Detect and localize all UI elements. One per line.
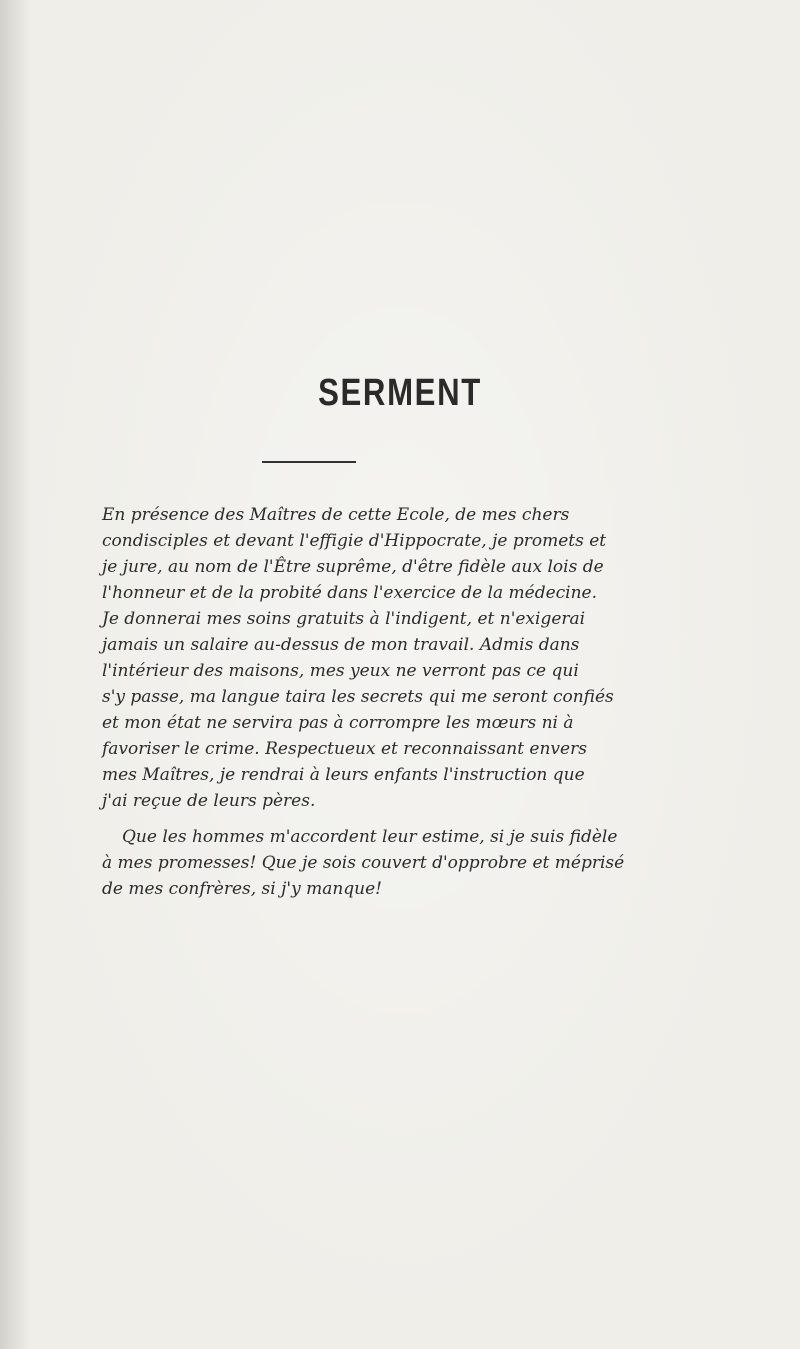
- paragraph-2: [102, 824, 722, 902]
- text-line: et mon état ne servira pas à corrompre les mœurs ni à: [102, 713, 574, 733]
- text-line: l'intérieur des maisons, mes yeux ne verront pas ce qui: [102, 661, 579, 681]
- text-line: condisciples et devant l'effigie d'Hippocrate, je promets et: [102, 531, 607, 551]
- text-line: à mes promesses! Que je sois couvert d'opprobre et méprisé: [102, 853, 625, 873]
- text-line: Que les hommes m'accordent leur estime, si je suis fidèle: [122, 827, 618, 847]
- text-line: s'y passe, ma langue taira les secrets qui me seront confiés: [102, 687, 614, 707]
- text-line: Je donnerai mes soins gratuits à l'indigent, et n'exigerai: [102, 609, 586, 629]
- paragraph-1: [102, 502, 722, 814]
- text-line: favoriser le crime. Respectueux et reconnaissant envers: [102, 739, 587, 759]
- oath-text: [102, 502, 722, 902]
- document-title: SERMENT: [318, 372, 482, 414]
- title-divider: [262, 461, 356, 463]
- text-line: l'honneur et de la probité dans l'exercice de la médecine.: [102, 583, 598, 603]
- text-line: jamais un salaire au-dessus de mon travail. Admis dans: [102, 635, 580, 655]
- text-line: de mes confrères, si j'y manque!: [102, 879, 383, 899]
- text-line: mes Maîtres, je rendrai à leurs enfants l'instruction que: [102, 765, 585, 785]
- text-line: j'ai reçue de leurs pères.: [102, 791, 316, 811]
- text-line: En présence des Maîtres de cette Ecole, de mes chers: [102, 505, 570, 525]
- text-line: je jure, au nom de l'Être suprême, d'être fidèle aux lois de: [102, 557, 604, 577]
- page-edge-shadow: [0, 0, 30, 1349]
